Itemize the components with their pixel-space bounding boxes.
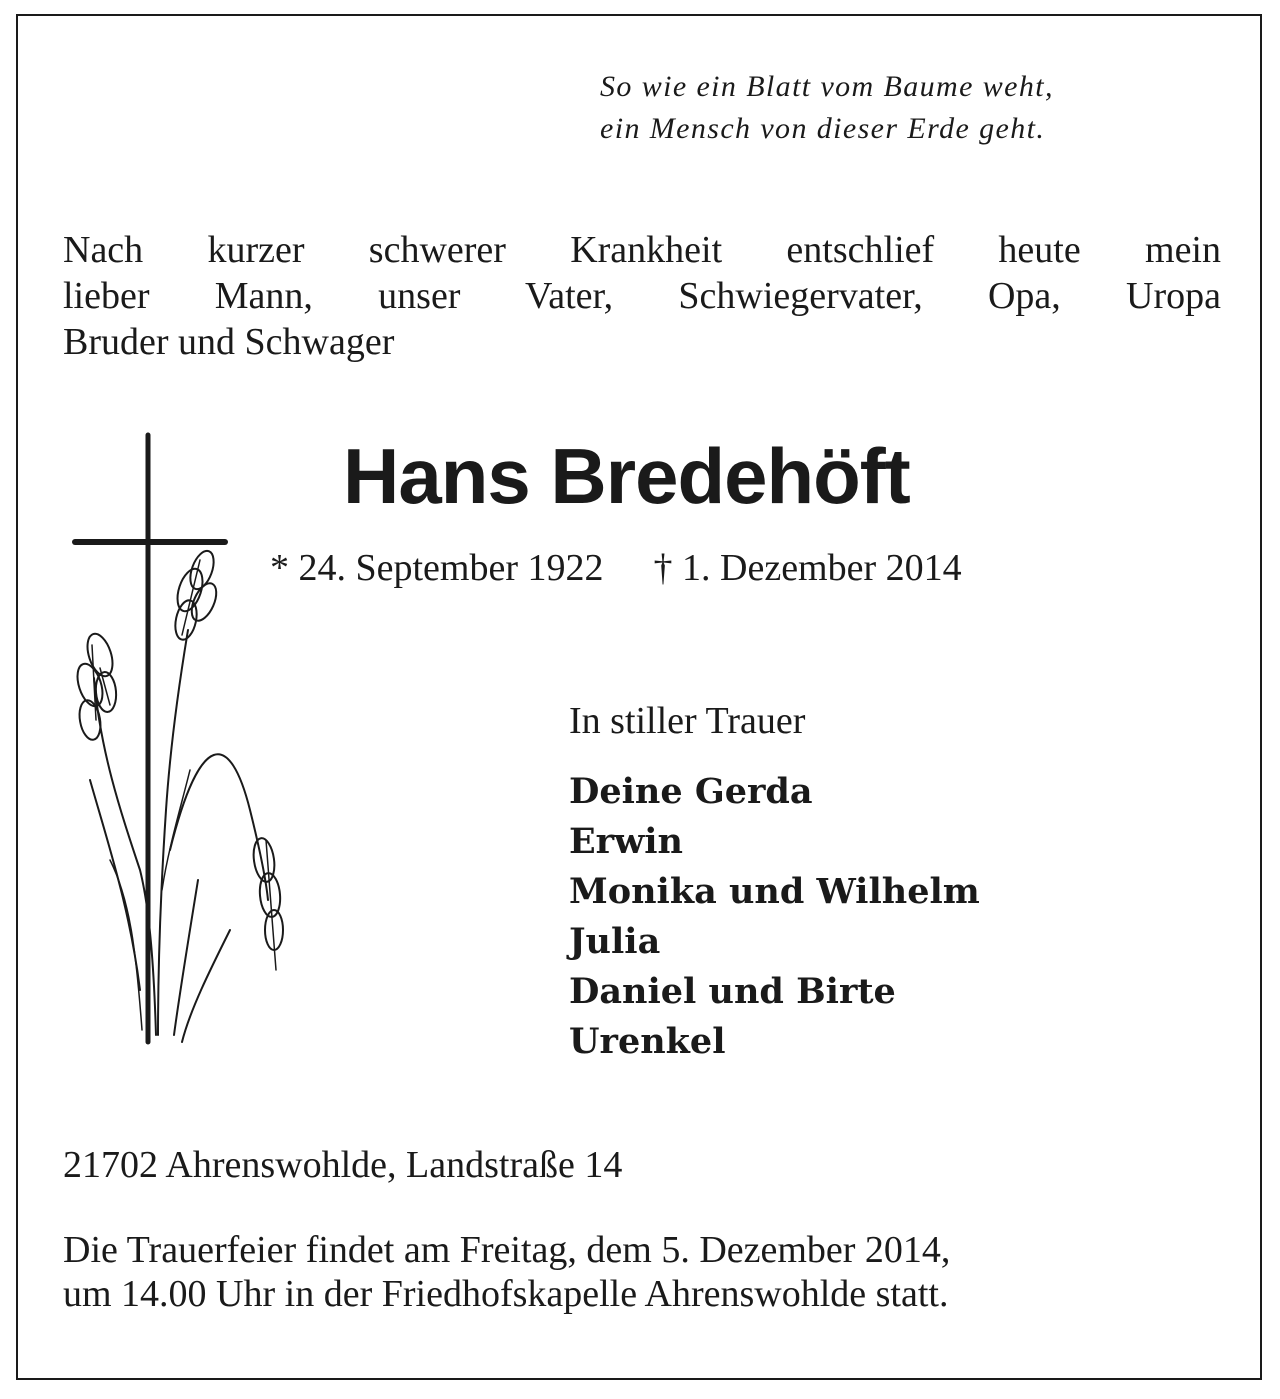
funeral-line-1: Die Trauerfeier findet am Freitag, dem 5. Dezember 2014, <box>63 1229 951 1271</box>
birth-date: * 24. September 1922 <box>270 547 604 589</box>
deceased-name: Hans Bredehöft <box>343 432 910 520</box>
family-member: Daniel und Birte <box>569 971 896 1012</box>
intro-line-3: Bruder und Schwager <box>63 321 395 363</box>
life-dates <box>270 545 962 591</box>
intro-line-2: lieber Mann, unser Vater, Schwiegervater, Opa, Uropa <box>63 275 1221 317</box>
funeral-notice <box>63 1228 950 1316</box>
mourning-heading: In stiller Trauer <box>569 700 806 742</box>
motto-line-2: ein Mensch von dieser Erde geht. <box>600 112 1046 145</box>
family-member: Monika und Wilhelm <box>569 871 980 912</box>
family-member: Deine Gerda <box>569 771 813 812</box>
family-member: Julia <box>569 921 661 962</box>
cross-with-wheat-icon <box>70 430 300 1050</box>
funeral-line-2: um 14.00 Uhr in der Friedhofskapelle Ahrenswohlde statt. <box>63 1273 949 1315</box>
motto-verse <box>600 66 1225 150</box>
death-date: † 1. Dezember 2014 <box>653 547 962 589</box>
family-member: Erwin <box>569 821 683 862</box>
intro-paragraph <box>63 227 1221 365</box>
family-list <box>569 767 980 1067</box>
address: 21702 Ahrenswohlde, Landstraße 14 <box>63 1144 623 1186</box>
intro-line-1: Nach kurzer schwerer Krankheit entschlief heute mein <box>63 229 1221 271</box>
family-member: Urenkel <box>569 1021 726 1062</box>
motto-line-1: So wie ein Blatt vom Baume weht, <box>600 70 1054 103</box>
